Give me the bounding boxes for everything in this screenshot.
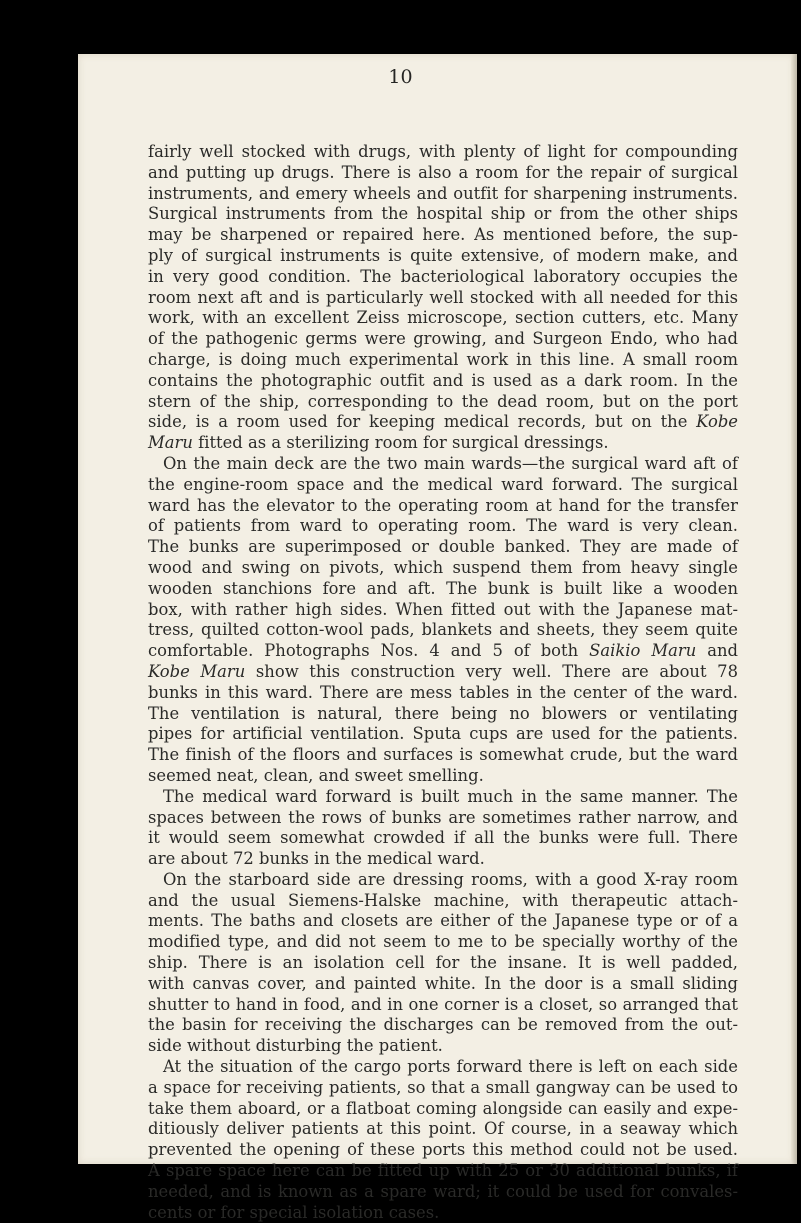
text-run: ments. The baths and closets are either of the Japanese type or of a <box>148 911 738 931</box>
text-run: ply of surgical instruments is quite extensive, of modern make, and <box>148 245 738 265</box>
text-run: and the usual Siemens-Halske machine, with therapeutic attach- <box>148 890 738 910</box>
text-run: the basin for receiving the discharges can be removed from the out- <box>148 1015 738 1035</box>
text-line <box>148 1182 738 1203</box>
text-run: the engine-room space and the medical ward forward. The surgical <box>148 474 738 494</box>
text-line <box>148 683 738 704</box>
text-line <box>148 392 738 413</box>
text-run: cents or for special isolation cases. <box>148 1202 440 1222</box>
text-line <box>148 184 738 205</box>
text-line <box>148 163 738 184</box>
text-line <box>148 953 738 974</box>
page-edge <box>791 54 797 1164</box>
page-number: 10 <box>388 66 413 88</box>
text-line <box>148 288 738 309</box>
text-run: The ventilation is natural, there being no blowers or ventilating <box>148 703 738 723</box>
text-line <box>148 828 738 849</box>
text-run: fairly well stocked with drugs, with plenty of light for compounding <box>148 142 738 161</box>
text-run: Surgical instruments from the hospital ship or from the other ships <box>148 204 738 224</box>
text-line <box>148 1161 738 1182</box>
text-line <box>148 267 738 288</box>
text-line <box>148 1015 738 1036</box>
text-line <box>148 600 738 621</box>
text-run: take them aboard, or a flatboat coming alongside can easily and expe- <box>148 1098 738 1118</box>
text-run: shutter to hand in food, and in one corner is a closet, so arranged that <box>148 994 738 1014</box>
text-run: of the pathogenic germs were growing, and Surgeon Endo, who had <box>148 329 738 349</box>
text-run: comfortable. Photographs Nos. 4 and 5 of both <box>148 641 590 661</box>
text-line <box>148 1140 738 1161</box>
text-run: ward has the elevator to the operating room at hand for the transfer <box>148 495 738 515</box>
text-line <box>148 974 738 995</box>
text-line <box>148 350 738 371</box>
text-line <box>148 870 738 891</box>
text-run: room next aft and is particularly well stocked with all needed for this <box>148 287 738 307</box>
text-run: seemed neat, clean, and sweet smelling. <box>148 765 484 785</box>
italic-run: Kobe Maru <box>148 661 246 681</box>
text-line <box>148 620 738 641</box>
text-run: The finish of the floors and surfaces is somewhat crude, but the ward <box>148 745 738 765</box>
text-line <box>148 246 738 267</box>
text-run: charge, is doing much experimental work in this line. A small room <box>148 349 738 369</box>
text-line <box>148 1203 738 1223</box>
text-line <box>148 911 738 932</box>
text-run: On the starboard side are dressing rooms, with a good X-ray room <box>163 869 738 889</box>
text-run: side, is a room used for keeping medical records, but on the <box>148 412 697 432</box>
text-line <box>148 558 738 579</box>
text-run: may be sharpened or repaired here. As mentioned before, the sup- <box>148 225 738 245</box>
text-run: stern of the ship, corresponding to the dead room, but on the port <box>148 391 738 411</box>
text-run: show this construction very well. There are about 78 <box>245 661 738 681</box>
text-line <box>148 995 738 1016</box>
text-line <box>148 891 738 912</box>
text-run: it would seem somewhat crowded if all the bunks were full. There <box>148 828 738 848</box>
text-run: of patients from ward to operating room. The ward is very clean. <box>148 516 738 536</box>
text-run: instruments, and emery wheels and outfit for sharpening instruments. <box>148 183 738 203</box>
text-run: fitted as a sterilizing room for surgical dressings. <box>192 433 609 453</box>
text-run: box, with rather high sides. When fitted out with the Japanese mat- <box>148 599 738 619</box>
text-line <box>148 579 738 600</box>
text-line <box>148 724 738 745</box>
text-run: and putting up drugs. There is also a room for the repair of surgical <box>148 162 738 182</box>
text-run: ditiously deliver patients at this point. Of course, in a seaway which <box>148 1119 738 1139</box>
text-run: The medical ward forward is built much in the same manner. The <box>163 786 738 806</box>
text-line <box>148 371 738 392</box>
text-line <box>148 849 738 870</box>
text-run: bunks in this ward. There are mess tables in the center of the ward. <box>148 682 738 702</box>
text-line <box>148 1057 738 1078</box>
italic-run: Maru <box>148 433 193 453</box>
text-line <box>148 704 738 725</box>
text-line <box>148 454 738 475</box>
text-run: modified type, and did not seem to me to be specially worthy of the <box>148 932 738 952</box>
text-line <box>148 142 738 163</box>
text-run: contains the photographic outfit and is used as a dark room. In the <box>148 370 738 390</box>
text-line <box>148 308 738 329</box>
text-run: wooden stanchions fore and aft. The bunk is built like a wooden <box>148 578 738 598</box>
text-line <box>148 204 738 225</box>
text-line <box>148 808 738 829</box>
text-run: A spare space here can be fitted up with 25 or 30 additional bunks, if <box>148 1161 738 1181</box>
text-run: The bunks are superimposed or double banked. They are made of <box>148 537 738 557</box>
text-line <box>148 787 738 808</box>
text-run: in very good condition. The bacteriological laboratory occupies the <box>148 266 738 286</box>
text-line <box>148 433 738 454</box>
text-run: needed, and is known as a spare ward; it could be used for convales- <box>148 1181 738 1201</box>
text-run: prevented the opening of these ports this method could not be used. <box>148 1140 738 1160</box>
text-run: wood and swing on pivots, which suspend them from heavy single <box>148 557 738 577</box>
text-line <box>148 496 738 517</box>
text-line <box>148 225 738 246</box>
text-run: pipes for artificial ventilation. Sputa cups are used for the patients. <box>148 724 738 744</box>
text-run: and <box>696 641 738 661</box>
text-run: side without disturbing the patient. <box>148 1036 443 1056</box>
text-line <box>148 475 738 496</box>
text-line <box>148 745 738 766</box>
text-line <box>148 329 738 350</box>
text-line <box>148 516 738 537</box>
text-run: spaces between the rows of bunks are sometimes rather narrow, and <box>148 807 738 827</box>
text-run: tress, quilted cotton-wool pads, blankets and sheets, they seem quite <box>148 620 738 640</box>
text-run: On the main deck are the two main wards—the surgical ward aft of <box>163 453 738 473</box>
text-line <box>148 641 738 662</box>
text-line <box>148 1078 738 1099</box>
text-run: a space for receiving patients, so that a small gangway can be used to <box>148 1077 738 1097</box>
text-line <box>148 1036 738 1057</box>
italic-run: Kobe <box>696 412 738 432</box>
text-run: work, with an excellent Zeiss microscope, section cutters, etc. Many <box>148 308 738 328</box>
text-line <box>148 537 738 558</box>
text-run: are about 72 bunks in the medical ward. <box>148 849 485 869</box>
italic-run: Saikio Maru <box>589 641 697 661</box>
body-text <box>148 142 738 1223</box>
text-run: with canvas cover, and painted white. In the door is a small sliding <box>148 973 738 993</box>
text-line <box>148 662 738 683</box>
text-run: At the situation of the cargo ports forward there is left on each side <box>163 1057 738 1077</box>
text-line <box>148 412 738 433</box>
text-line <box>148 1119 738 1140</box>
text-line <box>148 766 738 787</box>
text-line <box>148 932 738 953</box>
text-run: ship. There is an isolation cell for the insane. It is well padded, <box>148 953 738 973</box>
text-line <box>148 1099 738 1120</box>
